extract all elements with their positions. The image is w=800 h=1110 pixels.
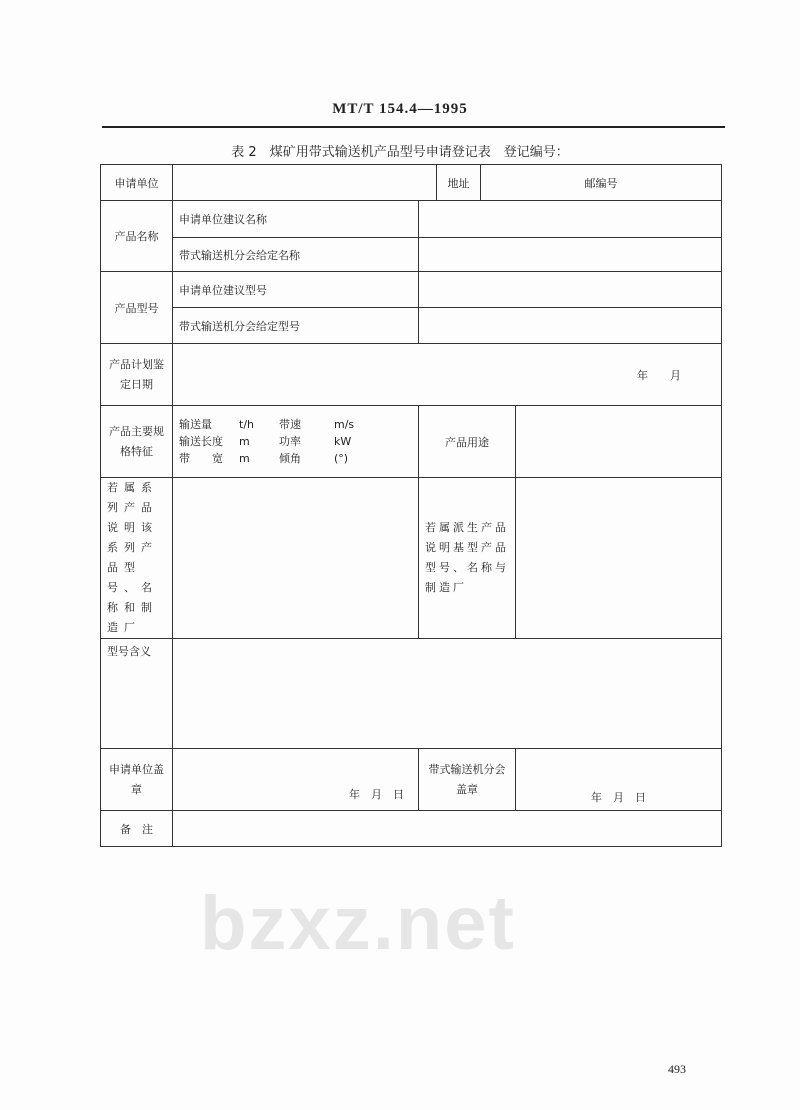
appraisal-date-label: 产品计划鉴定日期 — [101, 344, 173, 406]
branch-seal-date[interactable]: 年 月 日 — [516, 749, 722, 811]
usage-label: 产品用途 — [419, 406, 516, 478]
applicant-seal-label: 申请单位盖章 — [101, 749, 173, 811]
postcode-label: 邮编号 — [481, 165, 722, 201]
derived-label: 若属派生产品说明基型产品型号、名称与制造厂 — [419, 478, 516, 639]
watermark: bzxz.net — [200, 881, 516, 966]
remarks-field[interactable] — [173, 811, 722, 847]
assigned-name-label: 带式输送机分会给定名称 — [173, 238, 419, 272]
spec-unit: m — [239, 452, 250, 465]
spec-unit: (°) — [334, 452, 349, 465]
derived-field[interactable] — [516, 478, 722, 639]
proposed-name-field[interactable] — [419, 201, 722, 238]
usage-field[interactable] — [516, 406, 722, 478]
address-label: 地址 — [437, 165, 481, 201]
model-meaning-label: 型号含义 — [101, 639, 173, 749]
registration-form — [100, 164, 722, 847]
spec-unit: m/s — [334, 418, 355, 431]
series-field[interactable] — [173, 478, 419, 639]
model-meaning-field[interactable] — [173, 639, 722, 749]
page-number: 493 — [668, 1062, 686, 1076]
specs-field[interactable] — [173, 406, 419, 478]
applicant-field[interactable] — [173, 165, 437, 201]
spec-name: 带 宽 — [179, 452, 223, 465]
spec-row — [179, 416, 412, 433]
assigned-model-label: 带式输送机分会给定型号 — [173, 308, 419, 344]
product-model-label: 产品型号 — [101, 272, 173, 344]
assigned-name-field[interactable] — [419, 238, 722, 272]
spec-name: 输送长度 — [179, 435, 223, 448]
spec-row — [179, 433, 412, 450]
spec-unit: t/h — [239, 418, 254, 431]
applicant-seal-date[interactable]: 年 月 日 — [173, 749, 419, 811]
remarks-label: 备 注 — [101, 811, 173, 847]
applicant-label: 申请单位 — [101, 165, 173, 201]
table-caption: 表 2 煤矿用带式输送机产品型号申请登记表 登记编号： — [231, 145, 569, 160]
standard-number: MT/T 154.4—1995 — [332, 101, 468, 117]
appraisal-date-field[interactable]: 年 月 — [173, 344, 722, 406]
header-rule — [102, 126, 725, 128]
proposed-name-label: 申请单位建议名称 — [173, 201, 419, 238]
spec-name: 功率 — [279, 435, 301, 448]
spec-name: 带速 — [279, 418, 301, 431]
proposed-model-label: 申请单位建议型号 — [173, 272, 419, 308]
product-name-label: 产品名称 — [101, 201, 173, 272]
spec-name: 倾角 — [279, 452, 301, 465]
spec-unit: kW — [334, 435, 352, 448]
assigned-model-field[interactable] — [419, 308, 722, 344]
spec-name: 输送量 — [179, 418, 212, 431]
branch-seal-label: 带式输送机分会盖章 — [419, 749, 516, 811]
specs-label: 产品主要规格特征 — [101, 406, 173, 478]
spec-unit: m — [239, 435, 250, 448]
proposed-model-field[interactable] — [419, 272, 722, 308]
spec-row — [179, 450, 412, 467]
series-label: 若属系列产品说明该系列产品型号、名称和制造厂 — [101, 478, 173, 639]
